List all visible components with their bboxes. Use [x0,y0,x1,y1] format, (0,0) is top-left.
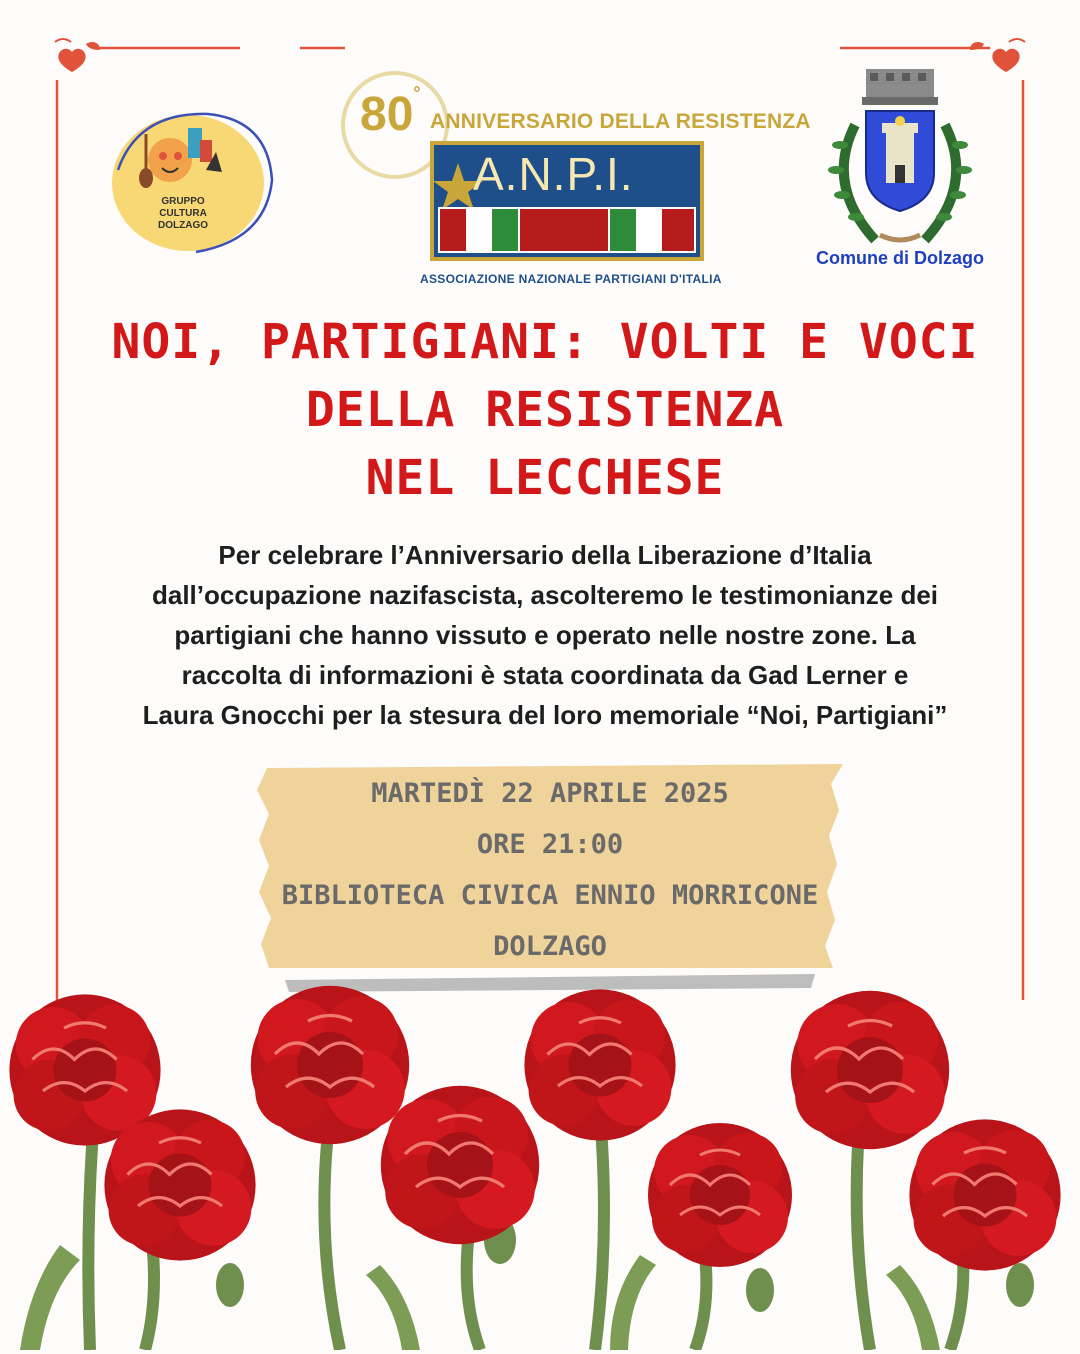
gruppo-cultura-logo [108,110,276,256]
event-description [70,535,1020,735]
title-line-3: NEL LECCHESE [365,450,725,506]
desc-line-5: Laura Gnocchi per la stesura del loro memoriale “Noi, Partigiani” [142,700,948,730]
event-title [60,308,1030,512]
gruppo-line-2: CULTURA [159,208,207,219]
anpi-80: 80° [360,83,421,141]
desc-line-4: raccolta di informazioni è stata coordinata da Gad Lerner e [181,660,909,690]
anpi-logo [330,65,811,295]
anpi-acronym: A.N.P.I. [473,148,634,200]
title-line-2: DELLA RESISTENZA [305,382,785,438]
comune-label: Comune di Dolzago [816,248,984,268]
gruppo-line-3: DOLZAGO [158,220,208,231]
gruppo-line-1: GRUPPO [161,196,205,207]
red-carnations-illustration [0,985,1080,1350]
anpi-anniversary: ANNIVERSARIO DELLA RESISTENZA [430,110,811,133]
event-venue: BIBLIOTECA CIVICA ENNIO MORRICONE [281,880,819,911]
event-time: ORE 21:00 [476,829,624,860]
desc-line-1: Per celebrare l’Anniversario della Liberazione d’Italia [218,540,872,570]
event-date: MARTEDÌ 22 APRILE 2025 [371,778,729,809]
comune-coat-of-arms [800,65,1000,275]
anpi-caption: ASSOCIAZIONE NAZIONALE PARTIGIANI D'ITALIA [420,272,722,286]
event-info-tape [255,762,845,994]
desc-line-3: partigiani che hanno vissuto e operato nelle nostre zone. La [174,620,916,650]
desc-line-2: dall’occupazione nazifascista, ascolteremo le testimonianze dei [151,580,939,610]
title-line-1: NOI, PARTIGIANI: VOLTI E VOCI [111,314,979,370]
event-town: DOLZAGO [493,931,607,962]
